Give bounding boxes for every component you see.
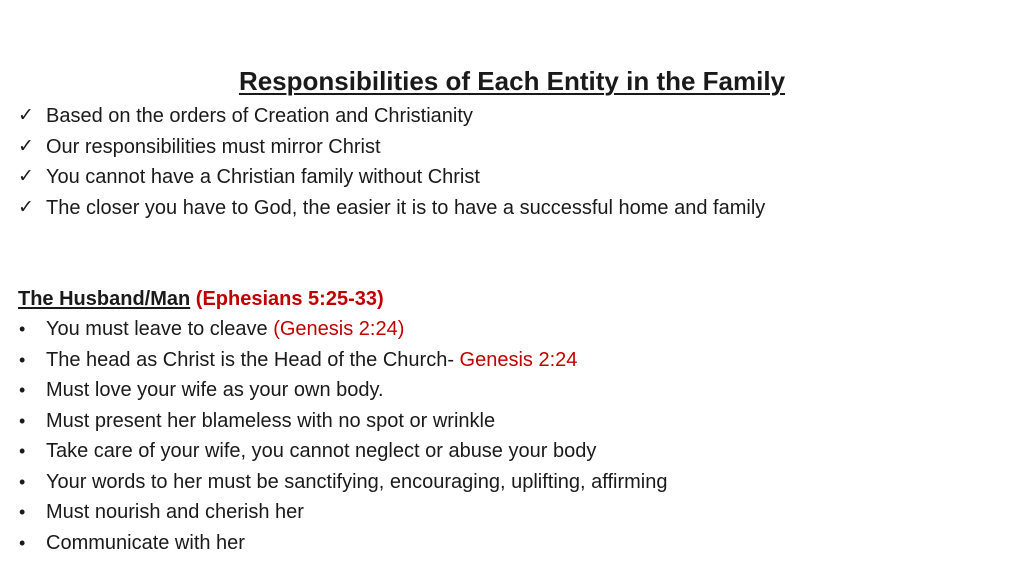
bullet-icon: •	[19, 471, 26, 492]
scripture-reference: (Genesis 2:24)	[273, 318, 405, 340]
list-item	[18, 436, 667, 467]
list-item-text: Must present her blameless with no spot or wrinkle	[46, 409, 496, 432]
list-item	[18, 314, 667, 345]
bullet-icon: •	[19, 319, 26, 339]
section-heading-title: The Husband/Man	[18, 288, 191, 310]
bullet-list	[18, 314, 667, 558]
list-item	[18, 406, 667, 437]
check-icon: ✓	[18, 166, 34, 187]
check-icon: ✓	[18, 105, 34, 126]
bullet-icon: •	[19, 410, 26, 431]
slide-title: Responsibilities of Each Entity in the Family	[238, 66, 786, 96]
checklist-item	[18, 193, 765, 224]
bullet-icon: •	[19, 502, 26, 522]
list-item-text: The head as Christ is the Head of the Church-	[46, 348, 460, 371]
section-heading-reference: (Ephesians 5:25-33)	[195, 288, 384, 310]
list-item-text: You must leave to cleave	[46, 318, 274, 340]
list-item	[18, 497, 667, 528]
check-icon: ✓	[18, 135, 34, 157]
check-icon: ✓	[18, 196, 34, 218]
list-item-text: Take care of your wife, you cannot neglect or abuse your body	[46, 440, 597, 462]
list-item	[18, 375, 667, 406]
list-item	[18, 467, 667, 498]
bullet-icon: •	[19, 349, 26, 370]
checklist-item	[18, 132, 765, 163]
bullet-icon: •	[19, 441, 26, 461]
section-heading	[18, 284, 384, 314]
bullet-icon: •	[19, 532, 26, 553]
list-item-text: Must nourish and cherish her	[46, 501, 304, 523]
checklist-item-text: Based on the orders of Creation and Christianity	[46, 105, 473, 127]
checklist	[18, 101, 765, 223]
checklist-item-text: Our responsibilities must mirror Christ	[46, 135, 381, 158]
list-item-text: Your words to her must be sanctifying, encouraging, uplifting, affirming	[46, 470, 668, 493]
list-item	[18, 528, 667, 559]
checklist-item-text: The closer you have to God, the easier it is to have a successful home and family	[46, 196, 766, 219]
checklist-item	[18, 101, 765, 132]
list-item	[18, 345, 667, 376]
checklist-item-text: You cannot have a Christian family without Christ	[46, 166, 480, 188]
checklist-item	[18, 162, 765, 193]
bullet-icon: •	[19, 380, 26, 400]
scripture-reference: Genesis 2:24	[459, 348, 578, 371]
list-item-text: Communicate with her	[46, 531, 245, 554]
list-item-text: Must love your wife as your own body.	[46, 379, 384, 401]
